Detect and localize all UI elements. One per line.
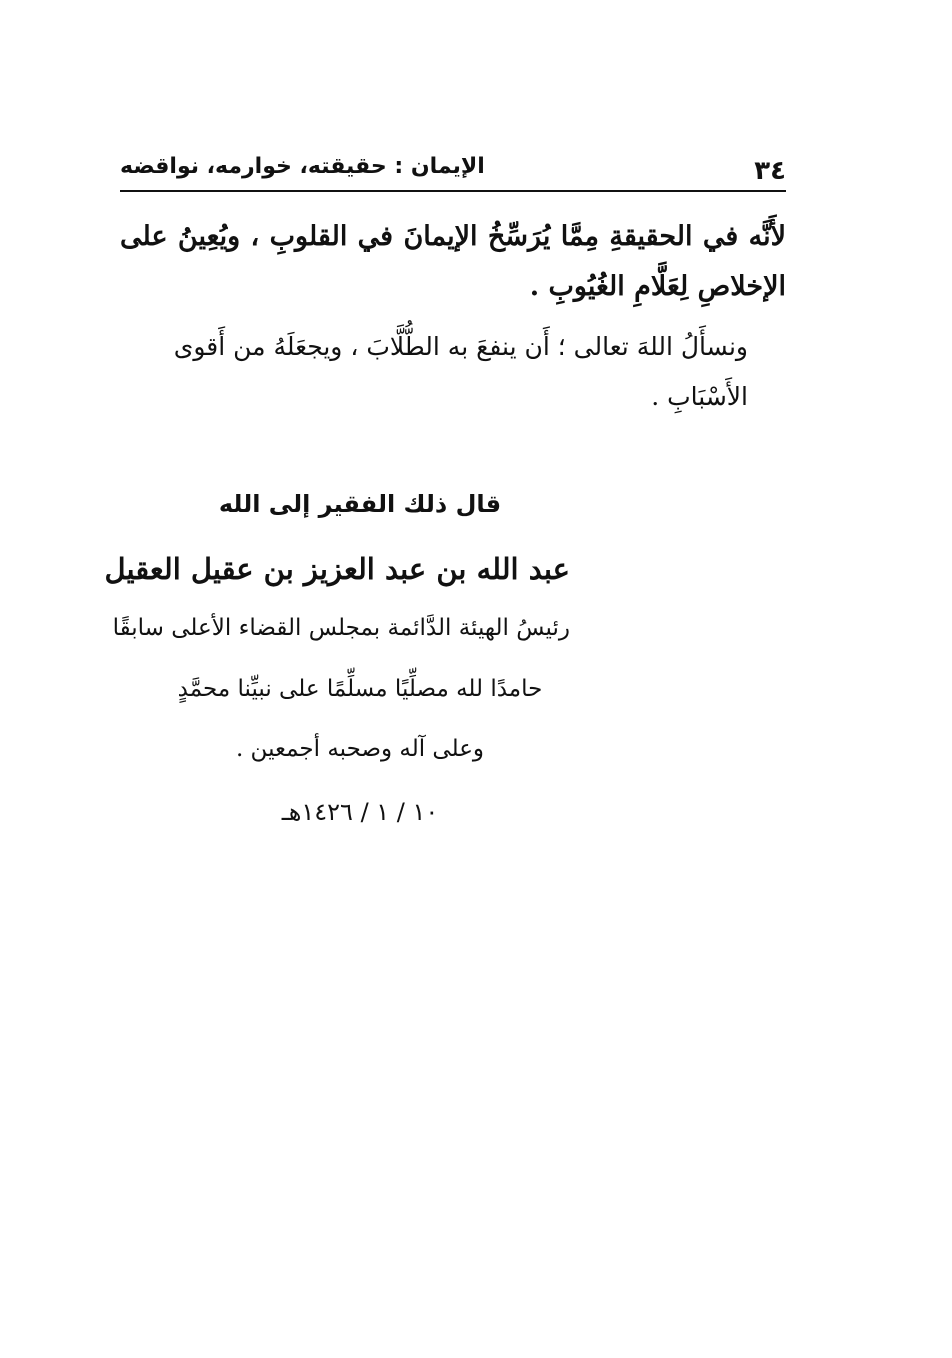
running-header [120, 152, 786, 188]
closing-family: وعلى آله وصحبه أجمعين . [235, 736, 485, 762]
author-name: عبد الله بن عبد العزيز بن عقيل العقيل [104, 552, 570, 586]
hijri-date: ١٠ / ١ / ١٤٢٦هـ [281, 798, 439, 826]
signature-intro: قال ذلك الفقير إلى الله [218, 490, 502, 518]
body-paragraph-1: لأَنَّه في الحقيقةِ مِمَّا يُرَسِّخُ الإيمانَ في القلوبِ ، ويُعِينُ على الإخلاصِ لِعَلَّامِ الغُيُوبِ . [120, 221, 786, 302]
running-title: الإيمان : حقيقته، خوارمه، نواقضه [120, 154, 485, 179]
page-number: ٣٤ [754, 156, 786, 186]
author-title: رئيسُ الهيئة الدَّائمة بمجلس القضاء الأعلى سابقًا [112, 615, 570, 641]
body-paragraph-2: ونسأَلُ اللهَ تعالى ؛ أَن ينفعَ به الطُّلَّابَ ، ويجعَلَهُ من أَقوى الأَسْبَابِ . [173, 332, 748, 411]
closing-praise: حامدًا لله مصلِّيًا مسلِّمًا على نبيِّنا محمَّدٍ [177, 676, 543, 702]
header-divider [120, 190, 786, 192]
